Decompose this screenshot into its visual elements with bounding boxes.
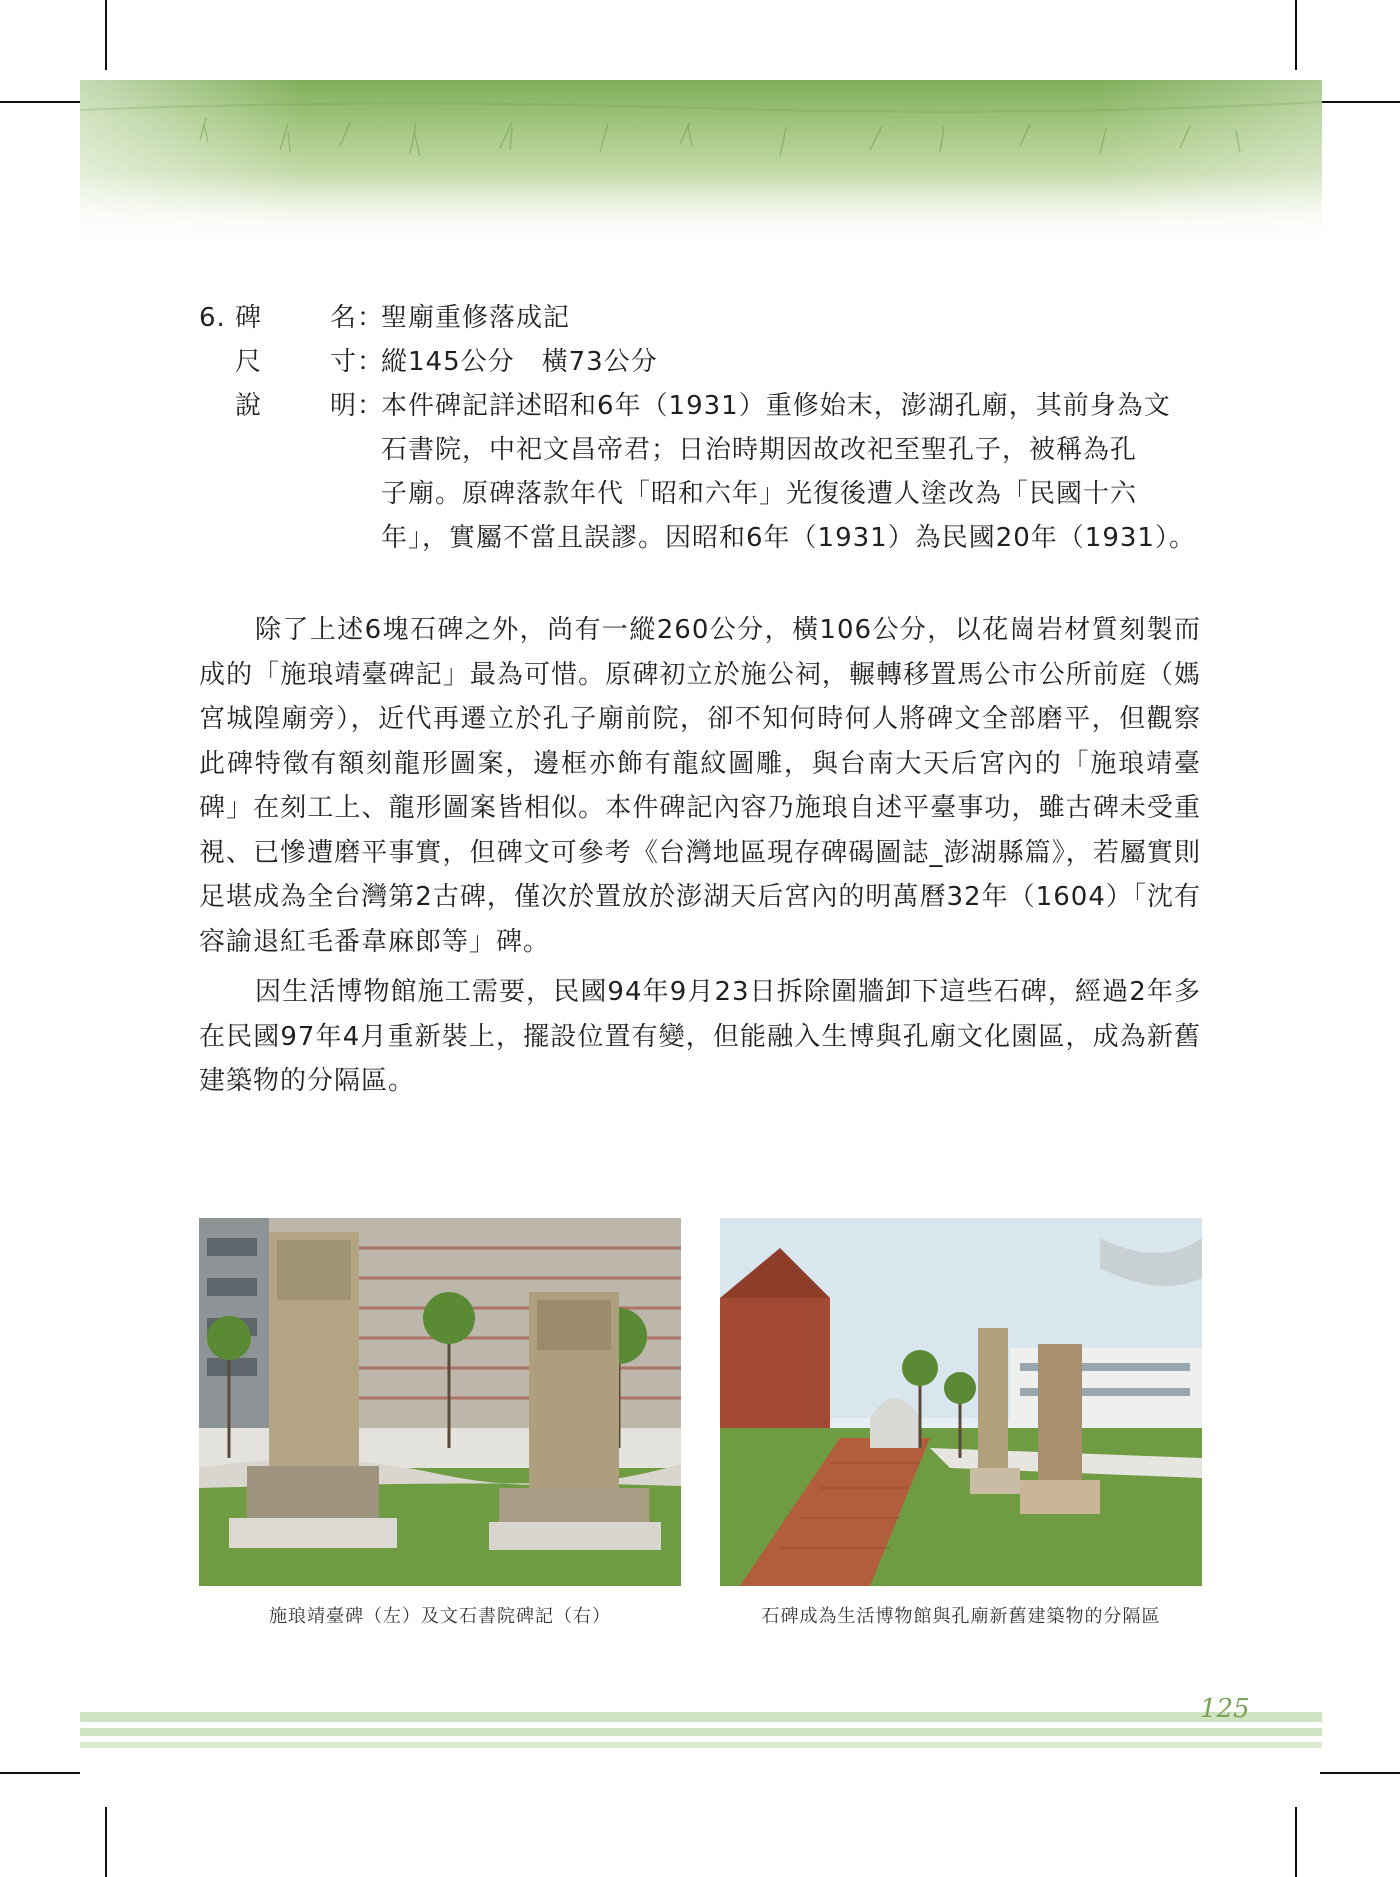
colon: ： xyxy=(357,391,385,421)
desc-line: 石書院，中祀文昌帝君；日治時期因故改祀至聖孔子，被稱為孔 xyxy=(381,435,1138,465)
grass-texture xyxy=(80,80,1322,250)
photo-steles-right xyxy=(720,1218,1202,1586)
entry-number: 6. xyxy=(199,303,226,333)
size-value: 縱145公分 橫73公分 xyxy=(381,347,658,377)
crop-mark xyxy=(1320,1772,1400,1774)
desc-line: 本件碑記詳述昭和6年（1931）重修始末，澎湖孔廟，其前身為文 xyxy=(381,391,1171,421)
crop-mark xyxy=(1295,0,1297,70)
entry-name-row xyxy=(199,296,1201,340)
body-paragraph-1: 除了上述6塊石碑之外，尚有一縱260公分，橫106公分，以花崗岩材質刻製而成的「施琅靖臺碑記」最為可惜。原碑初立於施公祠，輾轉移置馬公市公所前庭（媽宮城隍廟旁），近代再遷立於孔子廟前院，卻不知何時何人將碑文全部磨平，但觀察此碑特徵有額刻龍形圖案，邊框亦飾有龍紋圖雕，與台南大天后宮內的「施琅靖臺碑」在刻工上、龍形圖案皆相似。本件碑記內容乃施琅自述平臺事功，雖古碑未受重視、已慘遭磨平事實，但碑文可參考《台灣地區現存碑碣圖誌_澎湖縣篇》，若屬實則足堪成為全台灣第2古碑，僅次於置放於澎湖天后宮內的明萬曆32年（1604）「沈有容諭退紅毛番韋麻郎等」碑。 xyxy=(199,615,1201,957)
desc-line: 年」，實屬不當且誤謬。因昭和6年（1931）為民國20年（1931）。 xyxy=(381,523,1196,553)
photo-steles-left xyxy=(199,1218,681,1586)
crop-mark xyxy=(0,1772,80,1774)
photo-caption-right: 石碑成為生活博物館與孔廟新舊建築物的分隔區 xyxy=(761,1606,1161,1627)
name-label: 碑 名 xyxy=(235,303,357,333)
page-number: 125 xyxy=(1200,1694,1250,1724)
desc-value xyxy=(381,384,1201,560)
header-banner xyxy=(80,80,1322,250)
footer-stripe xyxy=(80,1728,1322,1736)
entry-size-row xyxy=(199,340,1201,384)
crop-mark xyxy=(0,101,80,103)
crop-mark xyxy=(1320,101,1400,103)
footer-stripe xyxy=(80,1742,1322,1748)
colon: ： xyxy=(357,303,385,333)
photo-caption-left: 施琅靖臺碑（左）及文石書院碑記（右） xyxy=(269,1606,611,1627)
entry-desc-row xyxy=(199,384,1201,560)
footer-stripe xyxy=(80,1712,1322,1722)
desc-label: 說 明 xyxy=(235,391,357,421)
stele-entry xyxy=(199,296,1201,560)
body-paragraph-2: 因生活博物館施工需要，民國94年9月23日拆除圍牆卸下這些石碑，經過2年多在民國97年4月重新裝上，擺設位置有變，但能融入生博與孔廟文化園區，成為新舊建築物的分隔區。 xyxy=(199,977,1201,1096)
crop-mark xyxy=(105,1807,107,1877)
colon: ： xyxy=(357,347,385,377)
crop-mark xyxy=(1295,1807,1297,1877)
size-label: 尺 寸 xyxy=(235,347,357,377)
name-value: 聖廟重修落成記 xyxy=(381,303,571,333)
crop-mark xyxy=(105,0,107,70)
desc-line: 子廟。原碑落款年代「昭和六年」光復後遭人塗改為「民國十六 xyxy=(381,479,1138,509)
